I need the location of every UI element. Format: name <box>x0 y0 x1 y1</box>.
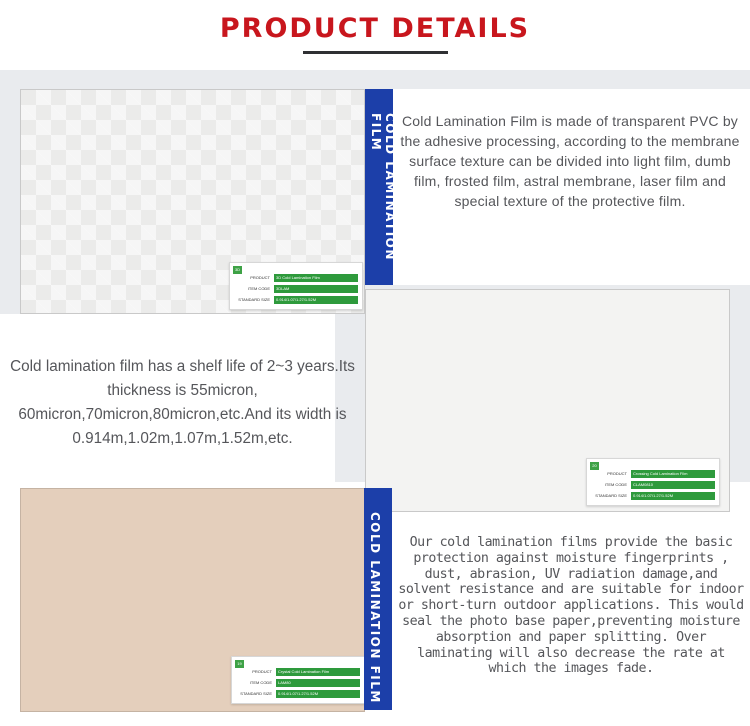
label-value: LAM80 <box>276 679 360 687</box>
label-key: STANDARD SIZE <box>240 691 272 696</box>
label-row <box>236 679 360 687</box>
sample-photo-3d <box>20 89 365 314</box>
label-key: PRODUCT <box>607 471 627 476</box>
sample-photo-crystal <box>20 488 365 712</box>
label-row <box>234 285 358 293</box>
label-value: 0.914/1.07/1.27/1.52M <box>631 492 715 500</box>
side-band-label: COLD LAMINATION FILM <box>369 113 397 261</box>
label-key: STANDARD SIZE <box>238 297 270 302</box>
label-key: STANDARD SIZE <box>595 493 627 498</box>
label-value: CLAM0810 <box>631 481 715 489</box>
specs-paragraph: Cold lamination film has a shelf life of 2~3 years.Its thickness is 55micron, 60micron,70micron,80micron,etc.And its width is 0.914m,1.02m,1.07m,1.52m,etc. <box>10 358 355 447</box>
side-band <box>365 89 397 285</box>
label-key: ITEM CODE <box>249 680 272 685</box>
label-row <box>234 274 358 282</box>
description-paragraph: Cold Lamination Film is made of transparent PVC by the adhesive processing, according to the membrane surface texture can be divided into light film, dumb film, frosted film, astral membrane, laser film and special texture of the protective film. <box>400 113 740 209</box>
page-title: PRODUCT DETAILS <box>219 13 531 44</box>
label-value: Crossing Cold Lamination Film <box>631 470 715 478</box>
label-key: PRODUCT <box>252 669 272 674</box>
label-value: 0.914/1.07/1.27/1.52M <box>274 296 358 304</box>
label-value: Crystal Cold Lamination Film <box>276 668 360 676</box>
label-tag: 20 <box>590 462 599 470</box>
label-key: PRODUCT <box>250 275 270 280</box>
label-value: 0.914/1.07/1.27/1.52M <box>276 690 360 698</box>
side-band <box>364 488 392 710</box>
label-row <box>591 470 715 478</box>
label-key: ITEM CODE <box>247 286 270 291</box>
label-tag: 3D <box>234 267 241 272</box>
label-row <box>236 690 360 698</box>
label-row <box>236 668 360 676</box>
product-label-card <box>229 262 363 310</box>
header <box>0 0 750 70</box>
label-row <box>591 492 715 500</box>
label-tag: 19 <box>235 660 244 668</box>
sample-photo-crossing <box>365 289 730 512</box>
label-row <box>591 481 715 489</box>
title-underline <box>303 51 448 54</box>
label-value: 3DLAM <box>274 285 358 293</box>
product-label-card <box>586 458 720 506</box>
benefits-paragraph: Our cold lamination films provide the basic protection against moisture fingerprints , dust, abrasion, UV radiation damage,and solvent resistance and are suitable for indoor or short-turn outdoor applications. This would seal the photo base paper,preventing moisture absorption and paper splitting. Over laminating will also decrease the rate at which the images fade. <box>398 535 744 677</box>
side-band-label: COLD LAMINATION FILM <box>368 512 382 704</box>
label-key: ITEM CODE <box>604 482 627 487</box>
label-value: 3D Cold Lamination Film <box>274 274 358 282</box>
product-label-card <box>231 656 365 704</box>
label-row <box>234 296 358 304</box>
